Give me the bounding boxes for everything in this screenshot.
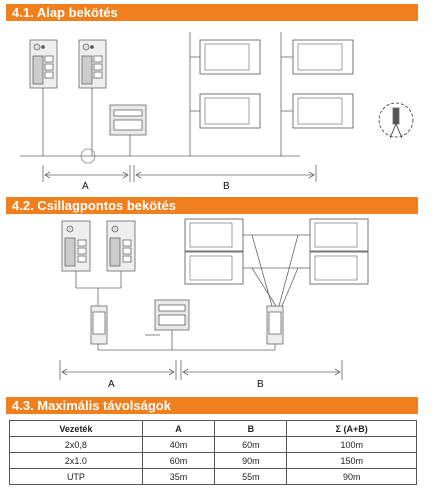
indoor-monitor-icon (310, 252, 368, 284)
indoor-monitor-icon (190, 40, 260, 74)
section-title-basic-wiring: 4.1. Alap bekötés (6, 4, 418, 21)
distributor-icon (267, 306, 283, 344)
indoor-monitor-icon (190, 94, 260, 128)
dimension-label-b: B (223, 181, 230, 192)
distributor-icon (91, 306, 107, 344)
table-cell: 90m (287, 469, 417, 485)
dimension-label-a: A (108, 379, 115, 390)
outdoor-panel-icon (79, 40, 106, 88)
indoor-monitor-icon (281, 94, 353, 128)
indoor-monitor-icon (281, 40, 353, 74)
table-cell: UTP (10, 469, 143, 485)
table-cell: 60m (215, 437, 287, 453)
outdoor-panel-icon (107, 221, 135, 271)
column-header: A (142, 421, 214, 437)
max-distance-table (9, 420, 417, 485)
section-title-max-distances: 4.3. Maximális távolságok (6, 397, 418, 414)
dimension-label-b: B (257, 379, 264, 390)
table-row (10, 469, 417, 485)
indoor-monitor-icon (185, 252, 243, 284)
table-cell: 35m (142, 469, 214, 485)
indoor-monitor-icon (310, 219, 368, 251)
outdoor-panel-icon (30, 40, 57, 88)
table-cell: 40m (142, 437, 214, 453)
table-row (10, 453, 417, 469)
table-cell: 100m (287, 437, 417, 453)
column-header: Σ (A+B) (287, 421, 417, 437)
diagram-basic-wiring (0, 22, 438, 202)
indoor-monitor-icon (185, 219, 243, 251)
table-cell: 2x1.0 (10, 453, 143, 469)
table-cell: 60m (142, 453, 214, 469)
column-header: Vezeték (10, 421, 143, 437)
dimension-label-a: A (82, 181, 89, 192)
outdoor-panel-icon (62, 221, 90, 271)
table-row (10, 437, 417, 453)
table-cell: 55m (215, 469, 287, 485)
section-title-star-wiring: 4.2. Csillagpontos bekötés (6, 197, 418, 214)
diagram-star-wiring (0, 214, 438, 399)
connector-detail-icon (379, 103, 413, 138)
table-cell: 90m (215, 453, 287, 469)
table-cell: 150m (287, 453, 417, 469)
table-header-row (10, 421, 417, 437)
power-supply-icon (110, 105, 146, 135)
table-cell: 2x0,8 (10, 437, 143, 453)
column-header: B (215, 421, 287, 437)
power-supply-icon (145, 300, 189, 335)
